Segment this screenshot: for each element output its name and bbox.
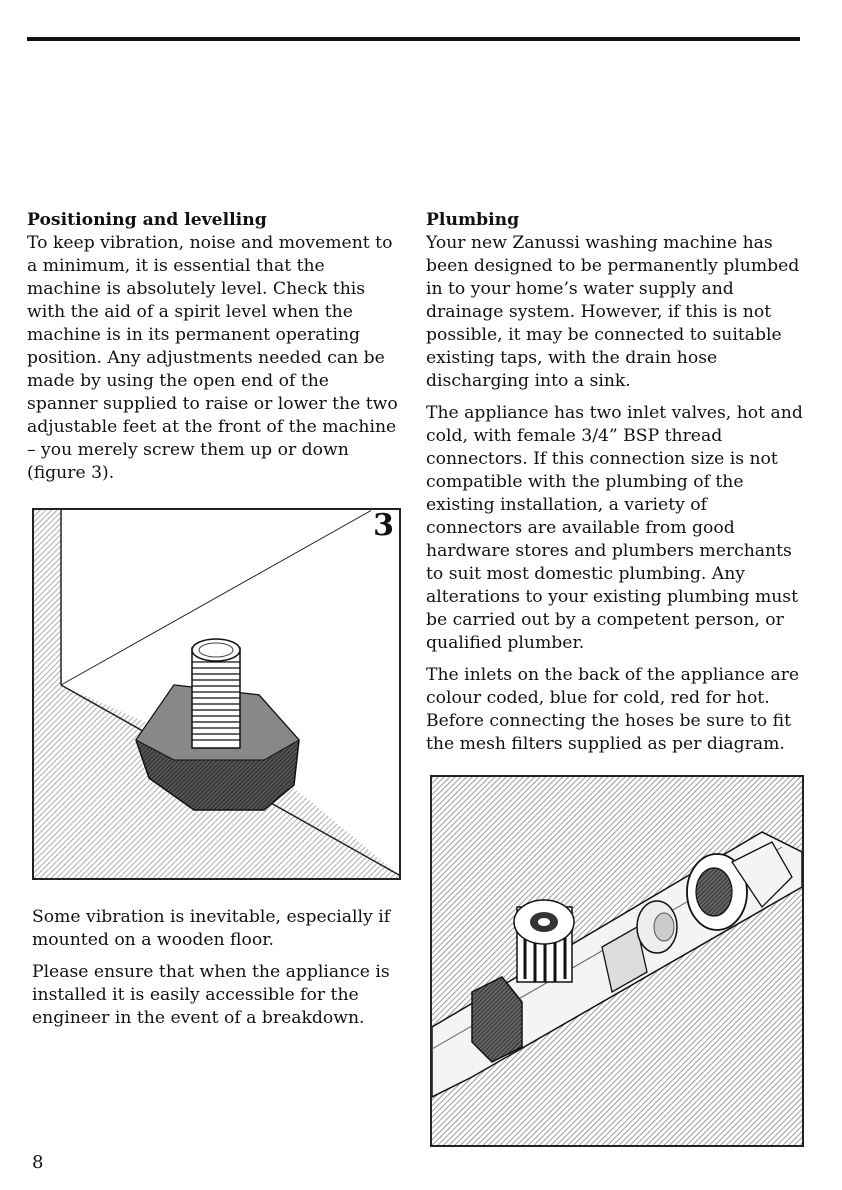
left-notes [32, 906, 402, 1039]
right-column [426, 209, 806, 765]
figure-number: 3 [373, 508, 394, 543]
positioning-paragraph: To keep vibration, noise and movement to a minimum, it is essential that the machine is absolutely level. Check this with the aid of a spirit level when the machine is in its permanent operating position. Any adjustments needed can be made by using the open end of the spanner supplied to raise or lower the two adjustable feet at the front of the machine – you merely screw them up or down (figure 3). [27, 233, 398, 483]
section-heading-plumbing: Plumbing [426, 210, 520, 230]
figure-3-adjustable-foot [32, 508, 401, 880]
plumbing-paragraph-2: The appliance has two inlet valves, hot and cold, with female 3/4” BSP thread connectors. If this connection size is not compatible with the plumbing of the existing installation, a variety of connectors are available from good hardware stores and plumbers merchants to suit most domestic plumbing. Any alterations to your existing plumbing must be carried out by a competent person, or qualified plumber. [426, 403, 803, 653]
adjustable-foot-illustration [34, 510, 399, 878]
top-rule [27, 37, 800, 41]
left-column [27, 209, 402, 485]
page-number: 8 [32, 1152, 44, 1173]
vibration-note: Some vibration is inevitable, especially if mounted on a wooden floor. [32, 907, 391, 950]
accessibility-note: Please ensure that when the appliance is installed it is easily accessible for the engineer in the event of a breakdown. [32, 962, 390, 1028]
section-heading-positioning: Positioning and levelling [27, 210, 267, 230]
figure-inlet-valve-filter [430, 775, 804, 1147]
plumbing-paragraph-1: Your new Zanussi washing machine has been designed to be permanently plumbed in to your home’s water supply and drainage system. However, if this is not possible, it may be connected to suitable existing taps, with the drain hose discharging into a sink. [426, 233, 800, 391]
plumbing-paragraph-3: The inlets on the back of the appliance are colour coded, blue for cold, red for hot. Before connecting the hoses be sure to fit the mesh filters supplied as per diagram. [426, 665, 800, 754]
inlet-valve-illustration [432, 777, 802, 1145]
